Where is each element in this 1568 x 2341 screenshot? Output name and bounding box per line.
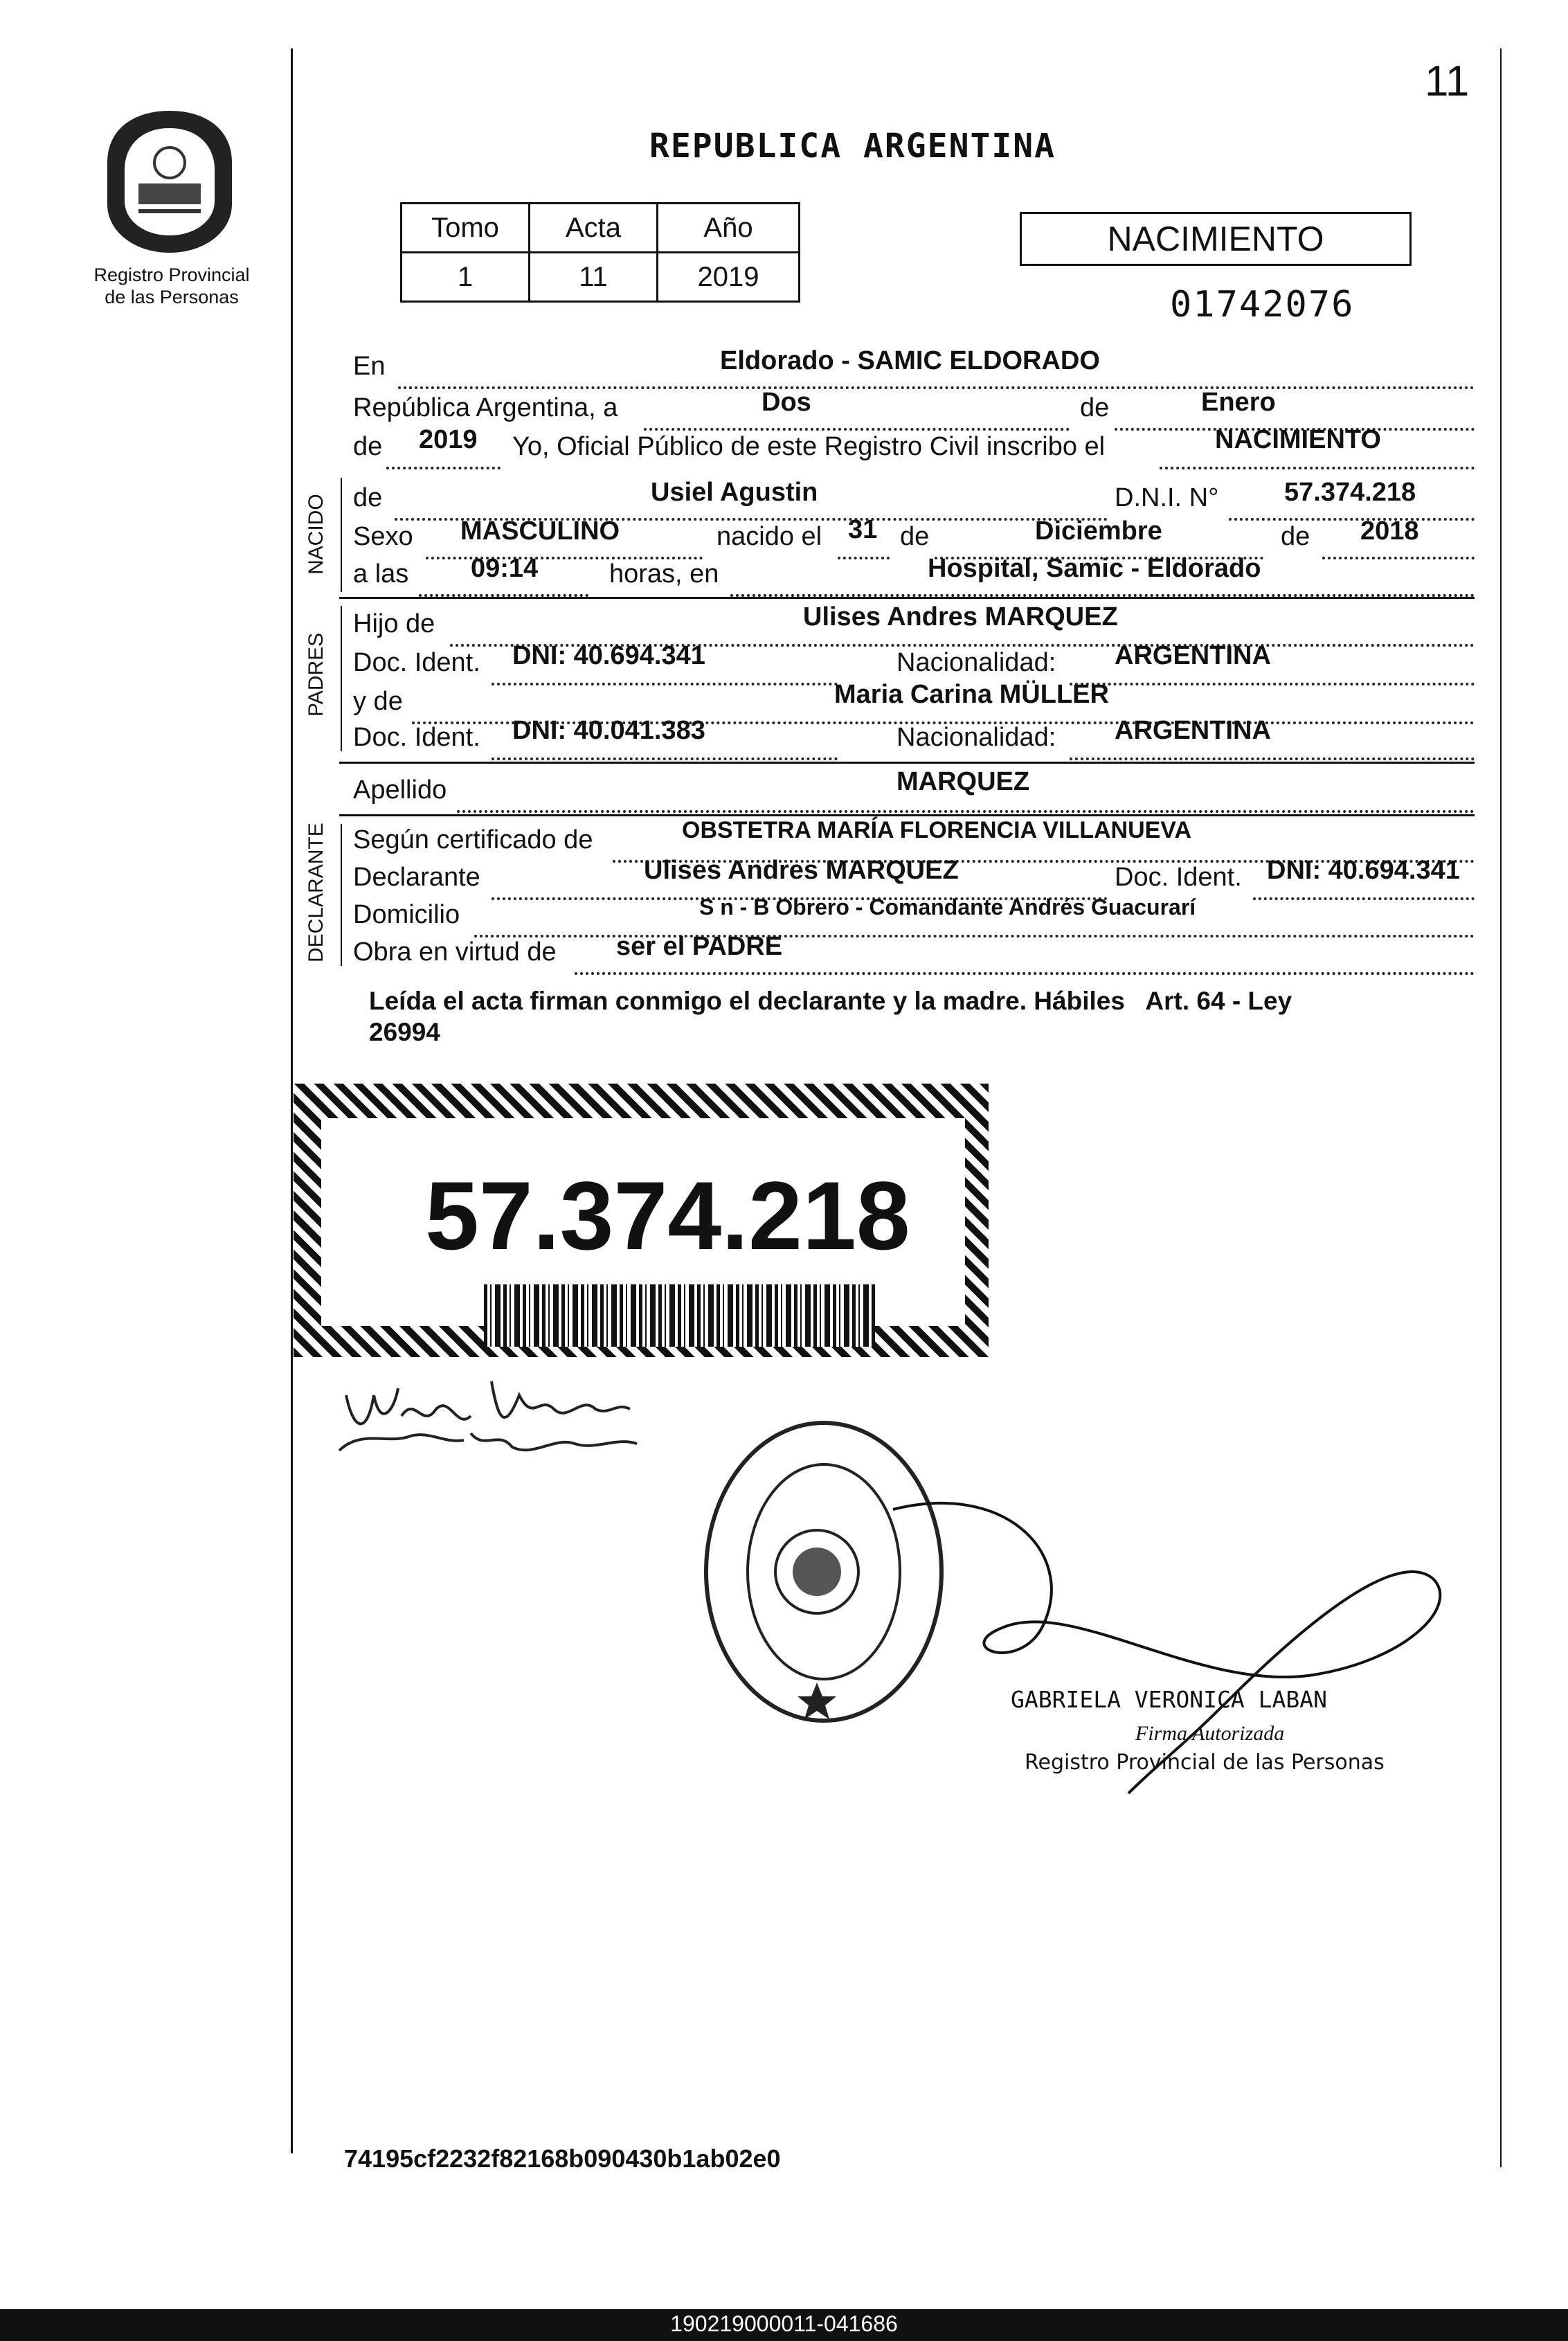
official-line-2: Firma Autorizada — [1135, 1722, 1285, 1745]
yo-text: Yo, Oficial Público de este Registro Civil inscribo el — [512, 432, 1106, 461]
logo-caption-1: Registro Provincial — [93, 264, 250, 285]
province-seal-logo — [100, 107, 239, 256]
act-type-box: NACIMIENTO — [1020, 212, 1412, 266]
closing-line-1: Leída el acta firman conmigo el declarante y la madre. Hábiles Art. 64 - Ley — [369, 987, 1292, 1015]
mother-name-value: Maria Carina MÜLLER — [834, 680, 1109, 709]
hijo-de-label: Hijo de — [353, 609, 435, 638]
nacido-de-label: de — [353, 483, 383, 512]
country-title: REPUBLICA ARGENTINA — [649, 127, 1056, 165]
nacido-bottom-rule — [339, 597, 1475, 599]
father-doc-label: Doc. Ident. — [353, 648, 480, 677]
act-value: NACIMIENTO — [1215, 425, 1381, 454]
anio-header: Año — [658, 204, 800, 253]
apellido-value: MARQUEZ — [896, 767, 1030, 796]
sticker-inner — [321, 1118, 965, 1326]
row-mother-doc — [353, 716, 1475, 762]
tomo-header: Tomo — [402, 204, 530, 253]
horas-label: horas, en — [609, 559, 719, 589]
left-margin-line — [291, 48, 293, 2153]
de-label-2: de — [900, 522, 930, 551]
row-obra — [353, 932, 1475, 976]
declarante-value: Ulises Andres MARQUEZ — [644, 856, 959, 885]
cert-label: Según certificado de — [353, 825, 593, 854]
obra-label: Obra en virtud de — [353, 938, 557, 967]
row-hora — [353, 554, 1475, 598]
en-value: Eldorado - SAMIC ELDORADO — [720, 346, 1100, 375]
serial-number: 01742076 — [1170, 284, 1355, 325]
nacido-el-label: nacido el — [717, 522, 822, 551]
footer-code: 190219000011-041686 — [670, 2311, 898, 2336]
barcode — [484, 1284, 875, 1347]
mother-doc-label: Doc. Ident. — [353, 723, 480, 752]
child-name-value: Usiel Agustin — [651, 478, 818, 507]
rep-label: República Argentina, a — [353, 393, 618, 422]
decl-doc-label: Doc. Ident. — [1115, 863, 1242, 892]
declarante-side-label: DECLARANTE — [305, 823, 327, 962]
day-value: Dos — [762, 388, 811, 417]
declarante-divider — [341, 824, 342, 966]
birth-place-value: Hospital, Samic - Eldorado — [928, 554, 1261, 583]
sexo-value: MASCULINO — [460, 517, 620, 546]
rep-dots-1 — [644, 393, 1070, 431]
father-nac-value: ARGENTINA — [1115, 641, 1271, 670]
de-label: de — [1080, 393, 1110, 422]
birth-day-value: 31 — [848, 515, 878, 544]
birth-month-value: Diciembre — [1035, 517, 1162, 546]
birth-year-value: 2018 — [1360, 517, 1419, 546]
padres-bottom-rule — [339, 762, 1475, 764]
row-inscribo — [353, 425, 1475, 471]
mother-doc-value: DNI: 40.041.383 — [512, 716, 705, 745]
father-name-value: Ulises Andres MARQUEZ — [803, 602, 1118, 631]
padres-side-label: PADRES — [305, 632, 327, 717]
official-line-3: Registro Provincial de las Personas — [1025, 1750, 1385, 1775]
dni-label: D.N.I. N° — [1115, 483, 1219, 512]
declarante-label: Declarante — [353, 863, 480, 892]
tomo-value: 1 — [402, 253, 530, 302]
apellido-label: Apellido — [353, 775, 447, 805]
handwritten-signature-father — [332, 1367, 644, 1464]
sexo-label: Sexo — [353, 522, 413, 551]
child-dni-value: 57.374.218 — [1284, 478, 1416, 507]
official-name: GABRIELA VERONICA LABAN — [1011, 1686, 1327, 1713]
father-nac-label: Nacionalidad: — [896, 648, 1056, 677]
month-value: Enero — [1201, 388, 1276, 417]
y-de-label: y de — [353, 687, 403, 716]
year-value: 2019 — [419, 425, 478, 454]
logo-caption-2: de las Personas — [105, 287, 239, 307]
anio-value: 2019 — [658, 253, 800, 302]
acta-header: Acta — [530, 204, 658, 253]
decl-doc-value: DNI: 40.694.341 — [1267, 856, 1460, 885]
closing-line-2: 26994 — [369, 1018, 440, 1046]
sticker-number: 57.374.218 — [425, 1161, 910, 1270]
obra-value: ser el PADRE — [616, 932, 783, 961]
right-margin-line — [1500, 48, 1502, 2167]
mother-nac-label: Nacionalidad: — [896, 723, 1056, 752]
de2-label: de — [353, 432, 383, 461]
nacido-divider — [341, 478, 342, 592]
acta-table — [400, 202, 800, 303]
nacido-side-label: NACIDO — [305, 494, 327, 575]
padres-divider — [341, 606, 342, 751]
cert-value: OBSTETRA MARÍA FLORENCIA VILLANUEVA — [682, 817, 1192, 843]
de-label-3: de — [1281, 522, 1310, 551]
row-en — [353, 346, 1475, 391]
row-apellido — [353, 767, 1475, 814]
document-hash: 74195cf2232f82168b090430b1ab02e0 — [344, 2144, 781, 2173]
apellido-bottom-rule — [339, 814, 1475, 816]
mother-nac-value: ARGENTINA — [1115, 716, 1271, 745]
page-number: 11 — [1425, 57, 1470, 105]
dni-sticker — [294, 1084, 989, 1357]
row-domicilio — [353, 895, 1475, 939]
birth-time-value: 09:14 — [471, 554, 539, 583]
domicilio-label: Domicilio — [353, 900, 460, 929]
father-doc-value: DNI: 40.694.341 — [512, 641, 705, 670]
alas-label: a las — [353, 559, 409, 589]
acta-value: 11 — [530, 253, 658, 302]
domicilio-value: S n - B Obrero - Comandante Andrés Guacurarí — [699, 895, 1196, 920]
en-label: En — [353, 352, 386, 381]
